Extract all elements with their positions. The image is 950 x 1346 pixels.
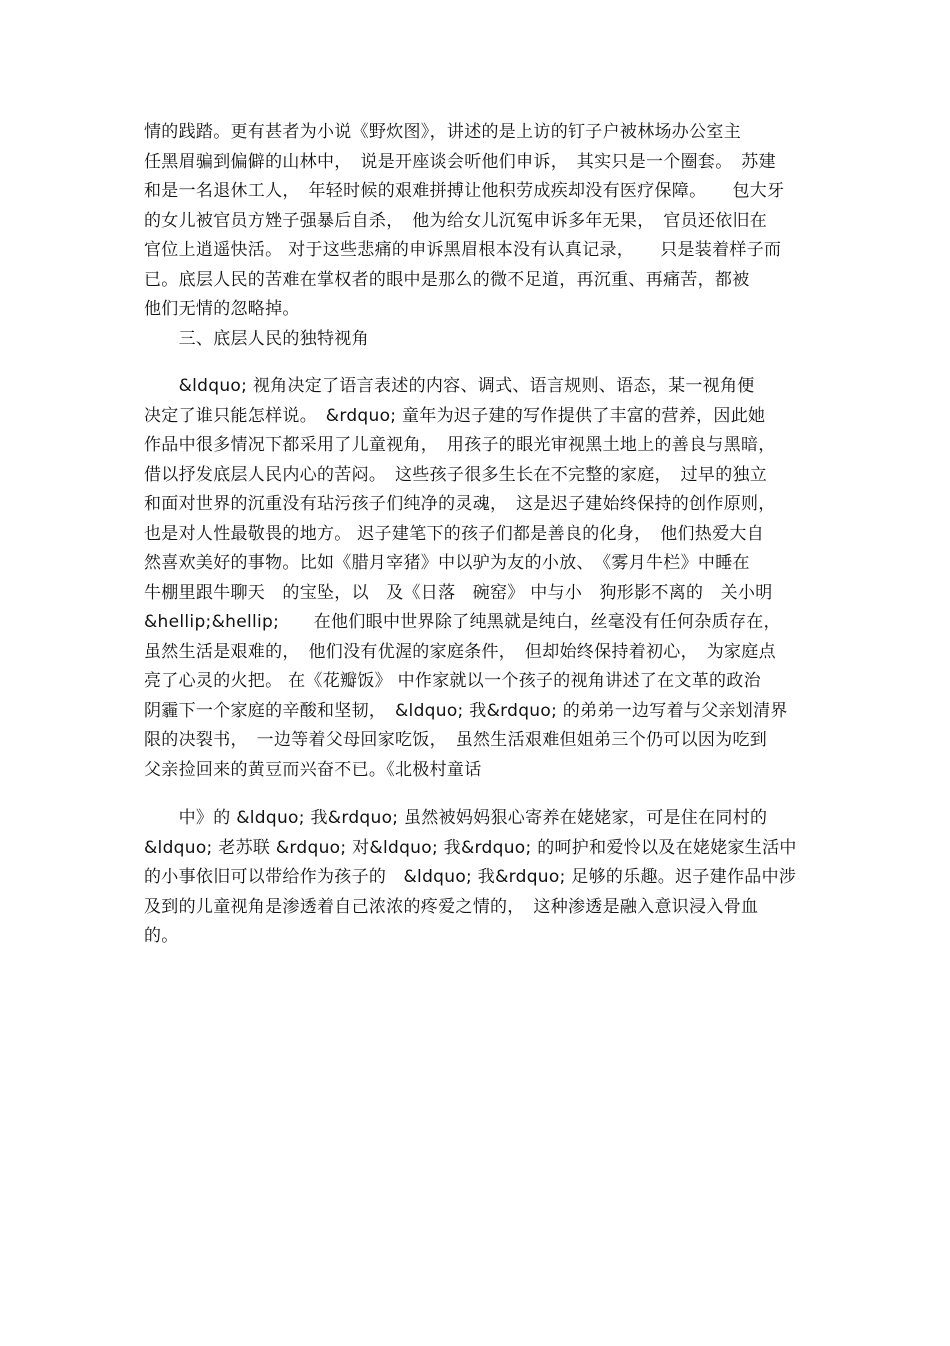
text-line: 阴霾下一个家庭的辛酸和坚韧， &ldquo; 我&rdquo; 的弟弟一边写着与父亲划清界 xyxy=(144,700,788,721)
text-line: 中》的 &ldquo; 我&rdquo; 虽然被妈妈狠心寄养在姥姥家，可是住在同村的 xyxy=(144,808,768,828)
text-line: 任黑眉骗到偏僻的山林中， 说是开座谈会听他们申诉， 其实只是一个圈套。 苏建 xyxy=(144,151,776,172)
text-line: 父亲捡回来的黄豆而兴奋不已。《北极村童话 xyxy=(144,759,482,780)
text-line: 和是一名退休工人， 年轻时候的艰难拼搏让他积劳成疾却没有医疗保障。 包大牙 xyxy=(144,181,785,201)
text-line: &ldquo; 视角决定了语言表述的内容、调式、语言规则、语态，某一视角便 xyxy=(144,376,755,396)
paragraph-block-1 xyxy=(144,118,824,354)
text-line: 及到的儿童视角是渗透着自己浓浓的疼爱之情的， 这种渗透是融入意识浸入骨血 xyxy=(144,896,759,917)
text-line: 决定了谁只能怎样说。 &rdquo; 童年为迟子建的写作提供了丰富的营养，因此她 xyxy=(144,405,766,426)
paragraph-block-2 xyxy=(144,372,824,785)
text-line: 他们无情的忽略掉。 xyxy=(144,299,300,319)
text-line: 和面对世界的沉重没有玷污孩子们纯净的灵魂， 这是迟子建始终保持的创作原则， xyxy=(144,494,776,514)
text-line: 虽然生活是艰难的， 他们没有优渥的家庭条件， 但却始终保持着初心， 为家庭点 xyxy=(144,641,776,662)
text-line: 的小事依旧可以带给作为孩子的 &ldquo; 我&rdquo; 足够的乐趣。迟子建作品中涉 xyxy=(144,867,797,887)
text-line: 亮了心灵的火把。 在《花瓣饭》 中作家就以一个孩子的视角讲述了在文革的政治 xyxy=(144,671,761,691)
section-heading: 三、底层人民的独特视角 xyxy=(144,328,369,349)
text-line: 限的决裂书， 一边等着父母回家吃饭， 虽然生活艰难但姐弟三个仍可以因为吃到 xyxy=(144,730,768,750)
text-line: 已。底层人民的苦难在掌权者的眼中是那么的微不足道，再沉重、再痛苦，都被 xyxy=(144,269,750,290)
text-line: &hellip;&hellip; 在他们眼中世界除了纯黑就是纯白，丝毫没有任何杂质存在， xyxy=(144,612,781,632)
text-line: 官位上逍遥快活。 对于这些悲痛的申诉黑眉根本没有认真记录， 只是装着样子而 xyxy=(144,240,782,260)
text-line: 作品中很多情况下都采用了儿童视角， 用孩子的眼光审视黑土地上的善良与黑暗， xyxy=(144,435,776,455)
text-line: 然喜欢美好的事物。比如《腊月宰猪》中以驴为友的小放、 《雾月牛栏》中睡在 xyxy=(144,553,750,573)
text-line: 的女儿被官员方矬子强暴后自杀， 他为给女儿沉冤申诉多年无果， 官员还依旧在 xyxy=(144,210,768,231)
paragraph-block-3 xyxy=(144,804,824,952)
text-line: 的。 xyxy=(144,926,179,946)
text-line: 借以抒发底层人民内心的苦闷。 这些孩子很多生长在不完整的家庭， 过早的独立 xyxy=(144,464,768,485)
text-line: &ldquo; 老苏联 &rdquo; 对&ldquo; 我&rdquo; 的呵护和爱怜以及在姥姥家生活中 xyxy=(144,837,797,858)
text-line: 情的践踏。更有甚者为小说《野炊图》，讲述的是上访的钉子户被林场办公室主 xyxy=(144,122,741,142)
text-line: 牛棚里跟牛聊天 的宝坠，以 及《日落 碗窑》 中与小 狗形影不离的 关小明 xyxy=(144,582,773,603)
text-line: 也是对人性最敬畏的地方。 迟子建笔下的孩子们都是善良的化身， 他们热爱大自 xyxy=(144,523,765,544)
